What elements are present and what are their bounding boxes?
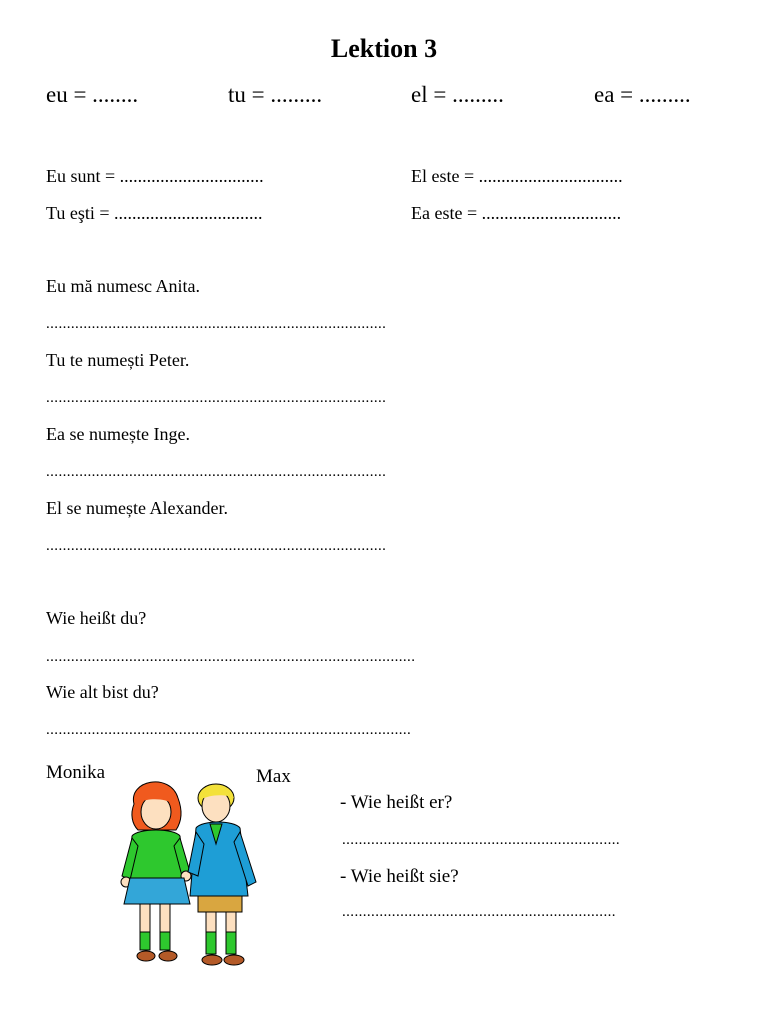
question-his-name: - Wie heißt er?: [340, 792, 453, 813]
girl-figure: [121, 782, 191, 961]
pronoun-eu: eu = ........: [46, 82, 139, 107]
sentence-4: El se numește Alexander.: [46, 498, 228, 518]
verb-el-este: El este = ................................: [411, 166, 623, 186]
answer-line-1: ..................................................................................: [46, 316, 387, 332]
answer-line-2: ..................................................................................: [46, 390, 387, 406]
page-title: Lektion 3: [330, 34, 438, 63]
verb-tu-esti: Tu eşti = .................................: [46, 203, 263, 223]
question-her-name: - Wie heißt sie?: [340, 866, 459, 887]
sentence-2: Tu te numești Peter.: [46, 350, 190, 370]
question-name: Wie heißt du?: [46, 608, 147, 628]
children-illustration: [118, 772, 280, 972]
answer-line-age: ........................................................................................: [46, 722, 412, 738]
boy-figure: [188, 784, 256, 965]
answer-line-4: ..................................................................................: [46, 538, 387, 554]
label-monika: Monika: [46, 762, 106, 783]
answer-line-her-name: ..................................................................: [342, 904, 616, 920]
pronoun-tu: tu = .........: [228, 82, 323, 107]
label-max: Max: [256, 766, 291, 787]
sentence-1: Eu mă numesc Anita.: [46, 276, 200, 296]
pronoun-ea: ea = .........: [594, 82, 691, 107]
verb-eu-sunt: Eu sunt = ................................: [46, 166, 264, 186]
verb-ea-este: Ea este = ...............................: [411, 203, 622, 223]
question-age: Wie alt bist du?: [46, 682, 159, 702]
sentence-3: Ea se numește Inge.: [46, 424, 190, 444]
answer-line-name: .........................................................................................: [46, 649, 416, 665]
answer-line-his-name: ...................................................................: [342, 832, 621, 848]
pronoun-el: el = .........: [411, 82, 504, 107]
answer-line-3: ..................................................................................: [46, 464, 387, 480]
